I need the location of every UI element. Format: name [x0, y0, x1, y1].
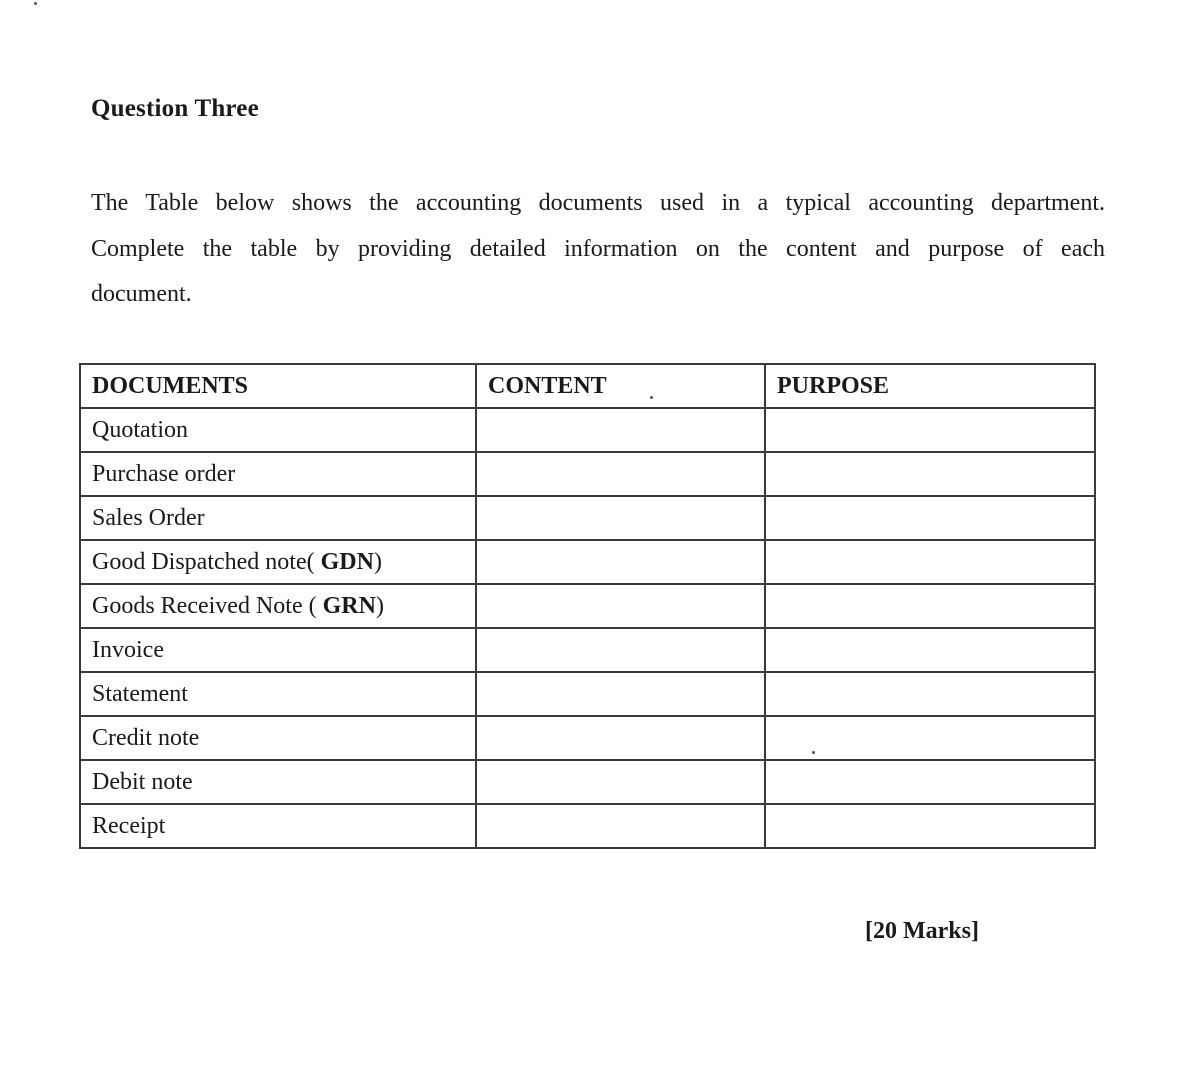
table-header-row — [80, 364, 1095, 408]
document-cell: Receipt — [80, 804, 476, 848]
table-row — [80, 452, 1095, 496]
content-cell[interactable] — [476, 760, 765, 804]
purpose-cell[interactable] — [765, 496, 1095, 540]
table-row — [80, 408, 1095, 452]
purpose-cell[interactable] — [765, 672, 1095, 716]
table-row — [80, 628, 1095, 672]
table-row — [80, 760, 1095, 804]
content-cell[interactable] — [476, 672, 765, 716]
document-name: Goods Received Note ( — [92, 592, 323, 619]
purpose-cell[interactable] — [765, 540, 1095, 584]
content-cell[interactable] — [476, 716, 765, 760]
document-cell: Invoice — [80, 628, 476, 672]
document-cell: Quotation — [80, 408, 476, 452]
purpose-cell[interactable] — [765, 452, 1095, 496]
document-cell: Statement — [80, 672, 476, 716]
marks-label: [20 Marks] — [865, 918, 979, 944]
accounting-documents-table — [79, 363, 1096, 849]
header-content: CONTENT — [476, 364, 765, 408]
instructions-line-2: Complete the table by providing detailed information on the content and purpose of each — [91, 235, 1105, 262]
question-instructions — [91, 181, 1105, 318]
document-abbreviation: GRN — [322, 592, 376, 619]
document-abbreviation: GDN — [320, 548, 374, 575]
document-name-suffix: ) — [375, 592, 384, 619]
purpose-cell[interactable] — [765, 760, 1095, 804]
table-row — [80, 804, 1095, 848]
document-cell: Debit note — [80, 760, 476, 804]
scan-speck — [812, 751, 815, 754]
purpose-cell[interactable] — [765, 408, 1095, 452]
content-cell[interactable] — [476, 496, 765, 540]
scan-speck — [650, 396, 653, 399]
content-cell[interactable] — [476, 452, 765, 496]
table-row — [80, 540, 1095, 584]
document-cell: Sales Order — [80, 496, 476, 540]
purpose-cell[interactable] — [765, 584, 1095, 628]
content-cell[interactable] — [476, 584, 765, 628]
document-cell — [80, 584, 476, 628]
document-cell — [80, 540, 476, 584]
document-name-suffix: ) — [373, 548, 382, 575]
scan-speck — [34, 2, 37, 5]
instructions-line-3: document. — [91, 281, 192, 307]
content-cell[interactable] — [476, 540, 765, 584]
question-heading: Question Three — [91, 95, 259, 122]
table-row — [80, 496, 1095, 540]
content-cell[interactable] — [476, 628, 765, 672]
table-row — [80, 584, 1095, 628]
content-cell[interactable] — [476, 408, 765, 452]
content-cell[interactable] — [476, 804, 765, 848]
table-row — [80, 672, 1095, 716]
purpose-cell[interactable] — [765, 628, 1095, 672]
table-row — [80, 716, 1095, 760]
document-name: Good Dispatched note( — [92, 548, 321, 575]
instructions-line-1: The Table below shows the accounting documents used in a typical accounting department. — [91, 190, 1105, 216]
header-purpose: PURPOSE — [765, 364, 1095, 408]
document-cell: Credit note — [80, 716, 476, 760]
header-documents: DOCUMENTS — [80, 364, 476, 408]
purpose-cell[interactable] — [765, 804, 1095, 848]
document-cell: Purchase order — [80, 452, 476, 496]
